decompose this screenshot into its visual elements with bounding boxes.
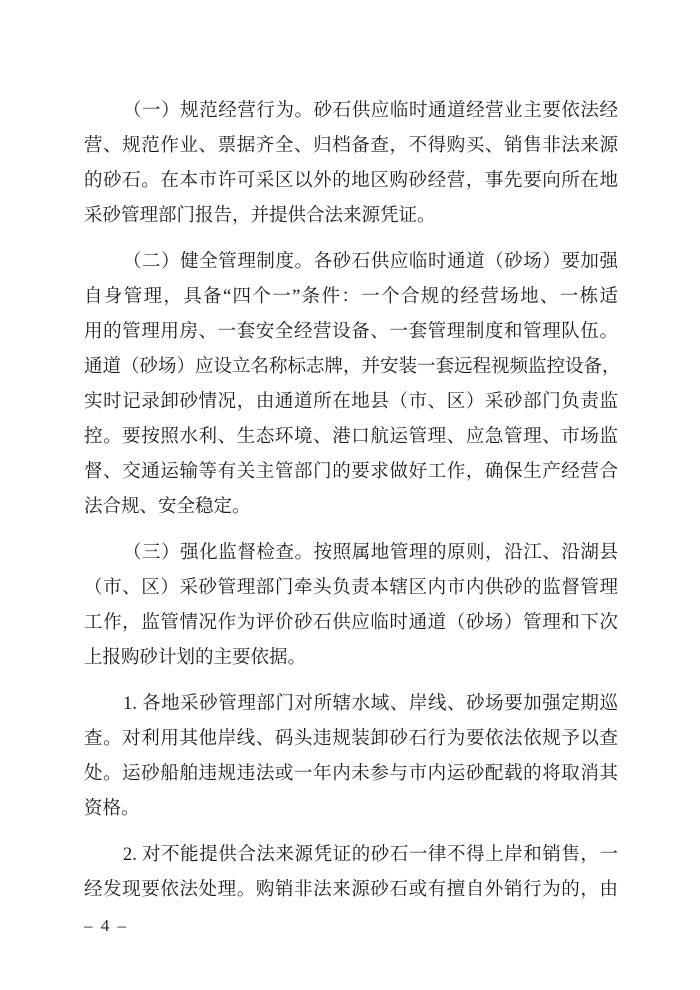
text-line: 控。要按照水利、生态环境、港口航运管理、应急管理、市场监 [84,427,618,447]
text-line: 2. 对不能提供合法来源凭证的砂石一律不得上岸和销售，一 [123,845,618,865]
text-line: 上报购砂计划的主要依据。 [84,648,307,668]
text-line: 督、交通运输等有关主管部门的要求做好工作，确保生产经营合 [84,462,618,482]
paragraph-3 [84,536,618,676]
text-line: 营、规范作业、票据齐全、归档备查，不得购买、销售非法来源 [84,136,618,156]
text-line: 工作，监管情况作为评价砂石供应临时通道（砂场）管理和下次 [84,613,618,633]
paragraph-1 [84,94,618,234]
text-line: 经发现要依法处理。购销非法来源砂石或有擅自外销行为的，由 [84,880,618,900]
text-line: 的砂石。在本市许可采区以外的地区购砂经营，事先要向所在地 [84,171,618,191]
text-line: 资格。 [84,799,140,819]
paragraph-5 [84,838,618,908]
text-line: 处。运砂船舶违规违法或一年内未参与市内运砂配载的将取消其 [84,764,618,784]
text-line: 用的管理用房、一套安全经营设备、一套管理制度和管理队伍。 [84,322,618,342]
text-line: 通道（砂场）应设立名称标志牌，并安装一套远程视频监控设备， [84,357,621,377]
text-line: 1. 各地采砂管理部门对所辖水域、岸线、砂场要加强定期巡 [123,694,618,714]
text-line: 查。对利用其他岸线、码头违规装卸砂石行为要依法依规予以查 [84,729,618,749]
paragraph-2 [84,245,621,525]
text-line: 实时记录卸砂情况，由通道所在地县（市、区）采砂部门负责监 [84,392,618,412]
document-body [84,94,621,908]
paragraph-4 [84,687,618,827]
text-line: （一）规范经营行为。砂石供应临时通道经营业主要依法经 [123,101,618,121]
text-line: 法合规、安全稳定。 [84,497,251,517]
text-line: 自身管理，具备“四个一”条件：一个合规的经营场地、一栋适 [84,287,618,307]
page-number: – 4 – [84,916,128,935]
text-line: （二）健全管理制度。各砂石供应临时通道（砂场）要加强 [123,252,618,272]
text-line: （市、区）采砂管理部门牵头负责本辖区内市内供砂的监督管理 [84,578,618,598]
text-line: （三）强化监督检查。按照属地管理的原则，沿江、沿湖县 [123,543,618,563]
text-line: 采砂管理部门报告，并提供合法来源凭证。 [84,206,436,226]
